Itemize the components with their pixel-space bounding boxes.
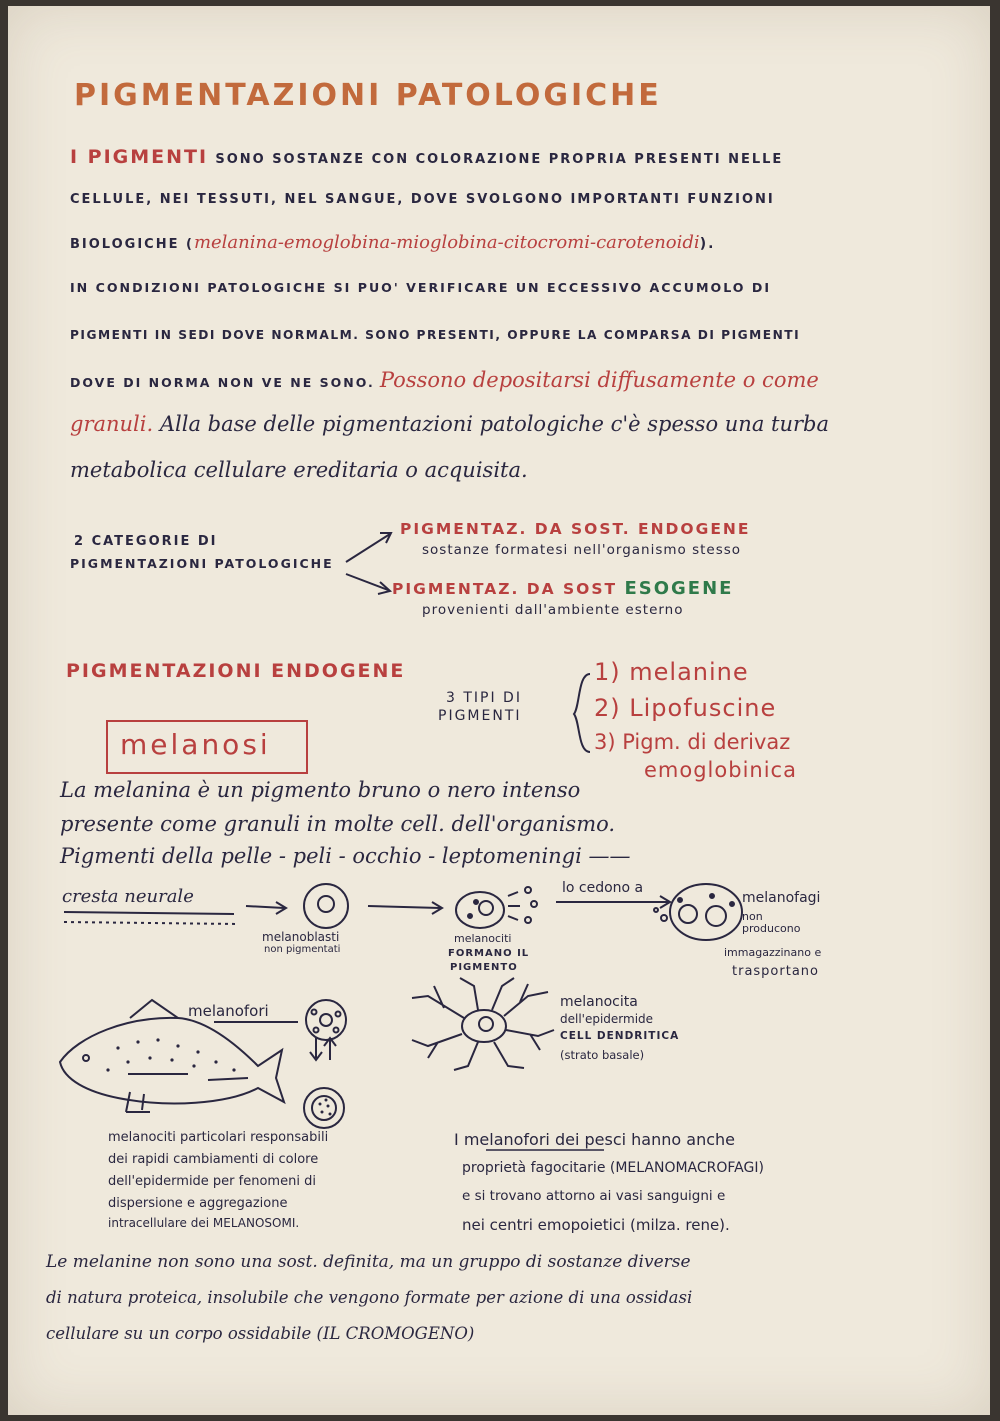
intro-line-6-a: DOVE DI NORMA NON VE NE SONO. [70,375,375,390]
melanociti-label: melanociti [454,932,512,945]
intro-granuli: granuli. [70,412,154,436]
note-left-3: dell'epidermide per fenomeni di [108,1174,316,1189]
melanofagi-immagazzinano: immagazzinano e [724,946,822,959]
cedono-label: lo cedono a [562,880,644,896]
intro-line-3-c: ). [699,236,716,252]
melanoblasti-sublabel: non pigmentati [264,944,341,955]
melanophore-aggregate [319,1099,332,1116]
note-right-1 [454,1130,735,1149]
intro-line-1 [70,146,783,168]
melanosi-box [106,720,308,774]
arrow-down [346,574,388,590]
dendritic-label-4: (strato basale) [560,1048,645,1062]
double-arrows [310,1038,336,1060]
cresta-dots [64,922,238,924]
esogene-category [392,578,733,599]
intro-line-1-text: SONO SOSTANZE CON COLORAZIONE PROPRIA PRESENTI NELLE [215,152,784,167]
melanosi-line-3: Pigmenti della pelle - peli - occhio - leptomeningi —— [60,844,631,868]
arrow-1 [246,906,284,908]
pigment-type-2: 2) Lipofuscine [594,694,777,722]
notebook-page [8,6,990,1415]
note-right-1b: melanofori [463,1130,550,1149]
melanofagi-trasportano: trasportano [732,964,819,979]
intro-line-6 [70,368,819,392]
note-right-4: nei centri emopoietici (milza. rene). [462,1216,730,1234]
arrow-up [346,534,390,562]
note-right-3: e si trovano attorno ai vasi sanguigni e [462,1188,726,1204]
dendritic-label-3: CELL DENDRITICA [560,1030,680,1042]
intro-line-3 [70,232,715,253]
esogene-description: provenienti dall'ambiente esterno [422,602,684,618]
pigment-type-1: 1) melanine [594,658,749,686]
endogene-category-b: ENDOGENE [638,520,751,538]
endogene-category-a: PIGMENTAZ. DA SOST. [400,520,631,538]
note-left-2: dei rapidi cambiamenti di colore [108,1152,319,1167]
note-left-4: dispersione e aggregazione [108,1196,288,1211]
melanoblast-cell [304,884,348,928]
cresta-label: cresta neurale [62,886,194,907]
dendritic-label-1: melanocita [560,994,638,1010]
tipi-label-2: PIGMENTI [438,708,522,724]
intro-line-2: CELLULE, NEI TESSUTI, NEL SANGUE, DOVE SVOLGONO IMPORTANTI FUNZIONI [70,192,775,207]
melanophore-cells [304,1000,346,1128]
melanosi-line-1: La melanina è un pigmento bruno o nero intenso [60,778,581,802]
esogene-category-b: ESOGENE [624,578,734,599]
melanofagi-label: melanofagi [742,890,821,906]
arrow-2 [368,906,440,908]
intro-line-6-b: Possono depositarsi diffusamente o come [379,368,819,392]
fish-spots [106,1038,235,1071]
intro-pigment-list: melanina-emoglobina-mioglobina-citocromi-carotenoidi [193,232,700,253]
page-title: PIGMENTAZIONI PATOLOGICHE [74,78,662,113]
closing-line-1: Le melanine non sono una sost. definita, ma un gruppo di sostanze diverse [46,1252,691,1272]
melanociti-sublabel-2: PIGMENTO [450,962,518,973]
melanoblasti-label: melanoblasti [262,930,340,944]
melanocyte-cell [456,887,537,928]
intro-line-3-a: BIOLOGICHE ( [70,237,194,252]
melanosi-label: melanosi [120,728,271,761]
pigment-type-3a: 3) Pigm. di derivaz [594,730,791,754]
endogene-heading: PIGMENTAZIONI ENDOGENE [66,660,406,682]
intro-line-7 [70,412,829,436]
dendritic-label-2: dell'epidermide [560,1012,654,1026]
closing-line-2: di natura proteica, insolubile che vengono formate per azione di una ossidasi [46,1288,693,1307]
intro-line-4: IN CONDIZIONI PATOLOGICHE SI PUO' VERIFICARE UN ECCESSIVO ACCUMOLO DI [70,280,772,295]
note-right-1a: I [454,1130,459,1149]
intro-line-5: PIGMENTI IN SEDI DOVE NORMALM. SONO PRESENTI, OPPURE LA COMPARSA DI PIGMENTI [70,328,801,342]
melanosi-line-2: presente come granuli in molte cell. dell'organismo. [60,812,616,836]
note-left-5: intracellulare dei MELANOSOMI. [108,1216,300,1230]
melanophage-cell [654,884,742,940]
note-left-1: melanociti particolari responsabili [108,1130,329,1145]
dendritic-cell [412,978,554,1070]
brace [574,674,590,752]
categories-label-2: PIGMENTAZIONI PATOLOGICHE [70,556,334,571]
closing-line-3: cellulare su un corpo ossidabile (IL CROMOGENO) [46,1324,475,1343]
melanofagi-producono: producono [742,922,801,935]
note-right-1c: dei pesci hanno anche [554,1130,735,1149]
category-arrows [346,533,391,594]
melanofori-label: melanofori [188,1002,269,1020]
categories-label-1: 2 CATEGORIE DI [74,534,218,549]
melanofagi-non: non [742,910,763,923]
note-right-2: proprietà fagocitarie (MELANOMACROFAGI) [462,1160,764,1176]
tipi-label-1: 3 TIPI DI [446,690,522,706]
melanociti-sublabel-1: FORMANO IL [448,948,530,959]
endogene-category [400,520,750,538]
esogene-category-a: PIGMENTAZ. DA SOST [392,580,618,598]
intro-line-7-b: Alla base delle pigmentazioni patologiche c'è spesso una turba [159,412,829,436]
cresta-underline [64,912,234,914]
endogene-description: sostanze formatesi nell'organismo stesso [422,542,742,558]
intro-pigmenti: I PIGMENTI [70,146,209,168]
intro-line-8: metabolica cellulare ereditaria o acquisita. [70,458,528,482]
pigment-type-3b: emoglobinica [644,758,797,782]
